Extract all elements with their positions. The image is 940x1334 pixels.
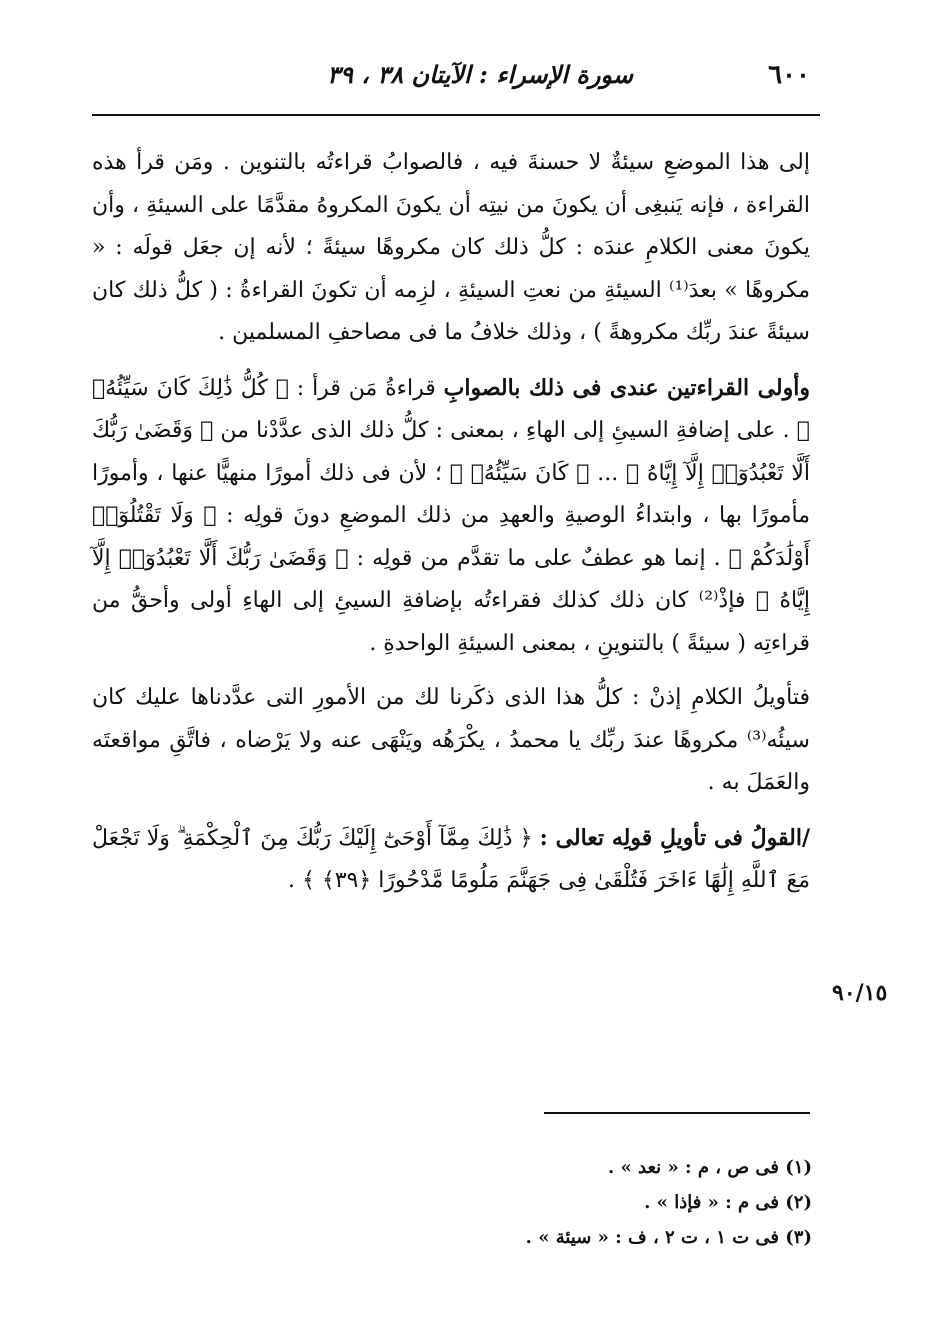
header-divider xyxy=(92,114,820,116)
page-number: ٦٠٠ xyxy=(768,60,810,90)
paragraph-2-lead: وأولى القراءتين عندى فى ذلك بالصوابِ xyxy=(443,374,810,401)
paragraph-1: إلى هذا الموضعِ سيئةٌ لا حسنةَ فيه ، فالصوابُ قراءتُه بالتنوين . ومَن قرأ هذه القراءة ، فإنه يَنبغِى أن يكونَ من نيتِه أن يكونَ المكروهُ مقدَّمًا على السيئةِ ، وأن يكونَ معنى الكلامِ عندَه : كلُّ ذلك كان مكروهًا سيئةً ؛ لأنه إن جعَل قولَه : « مكروهًا » بعدَ⁽¹⁾ السيئةِ من نعتِ السيئةِ ، لزِمه أن تكونَ القراءةُ : ( كلُّ ذلك كان سيئةً عندَ ربِّك مكروهةً ) ، وذلك خلافُ ما فى مصاحفِ المسلمين . xyxy=(92,150,810,345)
footnote-2: (٢) فى م : « فإذا » . xyxy=(644,1192,812,1213)
page-header xyxy=(92,56,820,96)
paragraph-3: فتأويلُ الكلامِ إذنْ : كلُّ هذا الذى ذكَرنا لك من الأمورِ التى عدَّدناها عليك كان سيئُه⁽³⁾ مكروهًا عندَ ربِّك يا محمدُ ، يكْرَهُه ويَنْهَى عنه ولا يَرْضاه ، فاتَّقِ مواقعتَه والعَمَلَ به . xyxy=(92,685,810,795)
paragraph-4-text: ﴿ ذَٰلِكَ مِمَّآ أَوْحَىٰٓ إِلَيْكَ رَبُّكَ مِنَ ٱلْحِكْمَةِ ۗ وَلَا تَجْعَلْ مَعَ ٱللَّهِ إِلَٰهًا ءَاخَرَ فَتُلْقَىٰ فِى جَهَنَّمَ مَلُومًا مَّدْحُورًا ﴿٣٩﴾ ﴾ . xyxy=(92,825,810,893)
footnote-divider xyxy=(544,1112,810,1114)
footnotes xyxy=(252,1150,812,1255)
paragraph-4-lead: /القولُ فى تأويلِ قولِه تعالى : xyxy=(539,824,810,851)
main-text xyxy=(92,142,810,915)
paragraph-4 xyxy=(92,817,810,903)
running-title: سورة الإسراء : الآيتان ٣٨ ، ٣٩ xyxy=(327,60,633,89)
footnote-3: (٣) فى ت ١ ، ت ٢ ، ف : « سيئة » . xyxy=(525,1227,812,1248)
margin-reference: ٩٠/١٥ xyxy=(832,980,888,1006)
footnote-1: (١) فى ص ، م : « نعد » . xyxy=(608,1157,812,1178)
paragraph-2-text: قراءةُ مَن قرأ : ﴿ كُلُّ ذَٰلِكَ كَانَ سَيِّئُهُۥ ﴾ . على إضافةِ السيئِ إلى الهاءِ ، بمعنى : كلُّ ذلك الذى عدَّدْنا من ﴿ وَقَضَىٰ رَبُّكَ أَلَّا تَعْبُدُوٓا۟ إِلَّآ إِيَّاهُ ﴾ ... ﴿ كَانَ سَيِّئُهُۥ ﴾ ؛ لأن فى ذلك أمورًا منهيًّا عنها ، وأمورًا مأمورًا بها ، وابتداءُ الوصيةِ والعهدِ من ذلك الموضعِ دونَ قولِه : ﴿ وَلَا تَقْتُلُوٓا۟ أَوْلَٰدَكُمْ ﴾ . إنما هو عطفٌ على ما تقدَّم من قولِه : ﴿ وَقَضَىٰ رَبُّكَ أَلَّا تَعْبُدُوٓا۟ إِلَّآ إِيَّاهُ ﴾ فإذْ⁽²⁾ كان ذلك كذلك فقراءتُه بإضافةِ السيئِ إلى الهاءِ أولى وأحقُّ من قراءتِه ( سيئةً ) بالتنوينِ ، بمعنى السيئةِ الواحدةِ . xyxy=(92,375,810,656)
paragraph-2 xyxy=(92,367,810,666)
